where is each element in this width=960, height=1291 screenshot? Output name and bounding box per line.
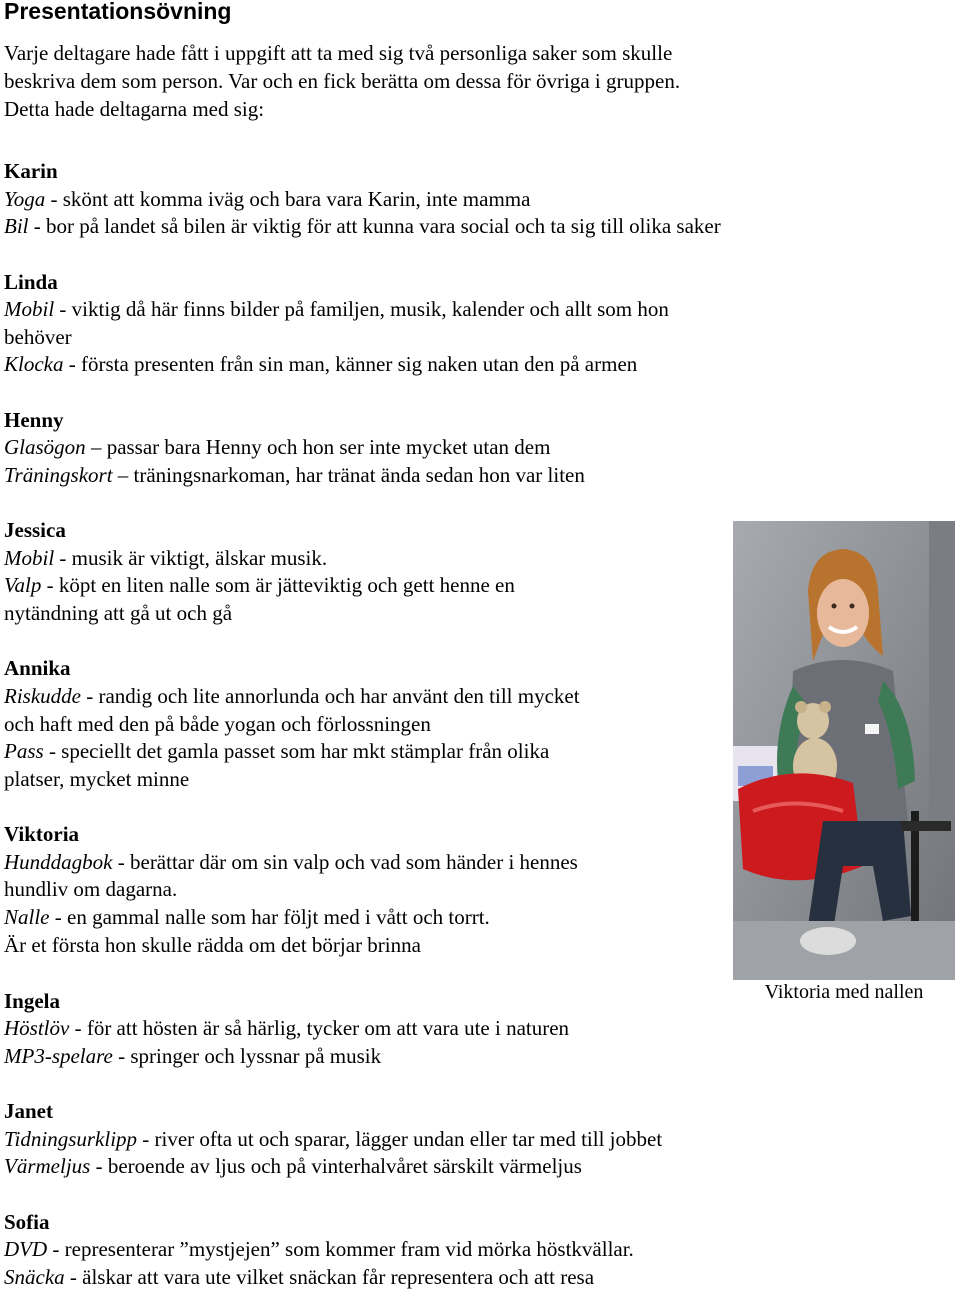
item-description: - bor på landet så bilen är viktig för att kunna vara social och ta sig till olika saker — [28, 214, 721, 238]
item-name: Pass — [4, 739, 44, 763]
item-line — [4, 737, 549, 765]
item-name: Bil — [4, 214, 29, 238]
item-line — [4, 461, 585, 489]
item-description: - älskar att vara ute vilket snäckan får representera och att resa — [64, 1265, 595, 1289]
item-line — [4, 903, 490, 931]
item-name: Riskudde — [4, 684, 81, 708]
item-description: - river ofta ut och sparar, lägger undan eller tar med till jobbet — [137, 1127, 663, 1151]
item-line-continued: platser, mycket minne — [4, 767, 190, 791]
item-description: – träningsnarkoman, har tränat ända sedan hon var liten — [112, 463, 585, 487]
item-name: Mobil — [4, 297, 55, 321]
item-line-continued: hundliv om dagarna. — [4, 877, 178, 901]
item-line — [4, 1042, 381, 1070]
item-name: Nalle — [4, 905, 50, 929]
item-name: Mobil — [4, 546, 55, 570]
item-line-continued: och haft med den på både yogan och förlossningen — [4, 712, 431, 736]
person-name-linda: Linda — [4, 270, 58, 294]
item-name: Glasögon — [4, 435, 86, 459]
person-name-ingela: Ingela — [4, 989, 61, 1013]
item-description: - representerar ”mystjejen” som kommer fram vid mörka höstkvällar. — [47, 1237, 634, 1261]
item-line — [4, 185, 530, 213]
photo-illustration — [733, 521, 955, 980]
item-line-continued: behöver — [4, 325, 72, 349]
item-name: MP3-spelare — [4, 1044, 113, 1068]
item-description: - speciellt det gamla passet som har mkt stämplar från olika — [43, 739, 550, 763]
item-line — [4, 1125, 662, 1153]
item-description: - första presenten från sin man, känner sig naken utan den på armen — [63, 352, 638, 376]
intro-line: Varje deltagare hade fått i uppgift att ta med sig två personliga saker som skulle — [4, 41, 673, 65]
item-line — [4, 848, 578, 876]
person-name-annika: Annika — [4, 656, 71, 680]
item-description: - köpt en liten nalle som är jätteviktig och gett henne en — [41, 573, 515, 597]
item-name: Träningskort — [4, 463, 113, 487]
item-description: - berättar där om sin valp och vad som händer i hennes — [112, 850, 578, 874]
person-name-sofia: Sofia — [4, 1210, 50, 1234]
item-name: DVD — [4, 1237, 48, 1261]
item-line-continued: Är et första hon skulle rädda om det börjar brinna — [4, 933, 421, 957]
item-name: Valp — [4, 573, 42, 597]
item-line — [4, 544, 327, 572]
item-name: Klocka — [4, 352, 64, 376]
item-description: - musik är viktigt, älskar musik. — [54, 546, 328, 570]
item-description: - för att hösten är så härlig, tycker om att vara ute i naturen — [69, 1016, 570, 1040]
intro-paragraph — [4, 39, 904, 123]
item-description: - en gammal nalle som har följt med i vått och torrt. — [49, 905, 490, 929]
item-line — [4, 1263, 594, 1291]
page-title: Presentationsövning — [4, 0, 232, 24]
item-line — [4, 433, 550, 461]
item-description: - beroende av ljus och på vinterhalvåret särskilt värmeljus — [90, 1154, 582, 1178]
person-name-janet: Janet — [4, 1099, 53, 1123]
item-description: - springer och lyssnar på musik — [112, 1044, 382, 1068]
item-line — [4, 1014, 569, 1042]
item-name: Snäcka — [4, 1265, 65, 1289]
person-name-karin: Karin — [4, 159, 58, 183]
item-description: - randig och lite annorlunda och har använt den till mycket — [80, 684, 580, 708]
intro-line: beskriva dem som person. Var och en fick berätta om dessa för övriga i gruppen. — [4, 69, 681, 93]
person-name-jessica: Jessica — [4, 518, 66, 542]
item-name: Tidningsurklipp — [4, 1127, 138, 1151]
person-name-henny: Henny — [4, 408, 64, 432]
person-name-viktoria: Viktoria — [4, 822, 80, 846]
item-name: Värmeljus — [4, 1154, 91, 1178]
item-name: Hunddagbok — [4, 850, 113, 874]
item-line — [4, 1152, 582, 1180]
item-description: - skönt att komma iväg och bara vara Karin, inte mamma — [45, 187, 531, 211]
item-line — [4, 1235, 634, 1263]
item-line — [4, 295, 669, 323]
item-line — [4, 682, 580, 710]
photo-viktoria-with-teddy — [733, 521, 955, 980]
item-line — [4, 571, 515, 599]
item-name: Yoga — [4, 187, 46, 211]
item-line-continued: nytändning att gå ut och gå — [4, 601, 233, 625]
item-description: - viktig då här finns bilder på familjen, musik, kalender och allt som hon — [54, 297, 669, 321]
item-name: Höstlöv — [4, 1016, 70, 1040]
intro-line: Detta hade deltagarna med sig: — [4, 97, 265, 121]
photo-caption: Viktoria med nallen — [764, 981, 924, 1003]
item-line — [4, 350, 637, 378]
item-line — [4, 212, 721, 240]
item-description: – passar bara Henny och hon ser inte mycket utan dem — [85, 435, 551, 459]
